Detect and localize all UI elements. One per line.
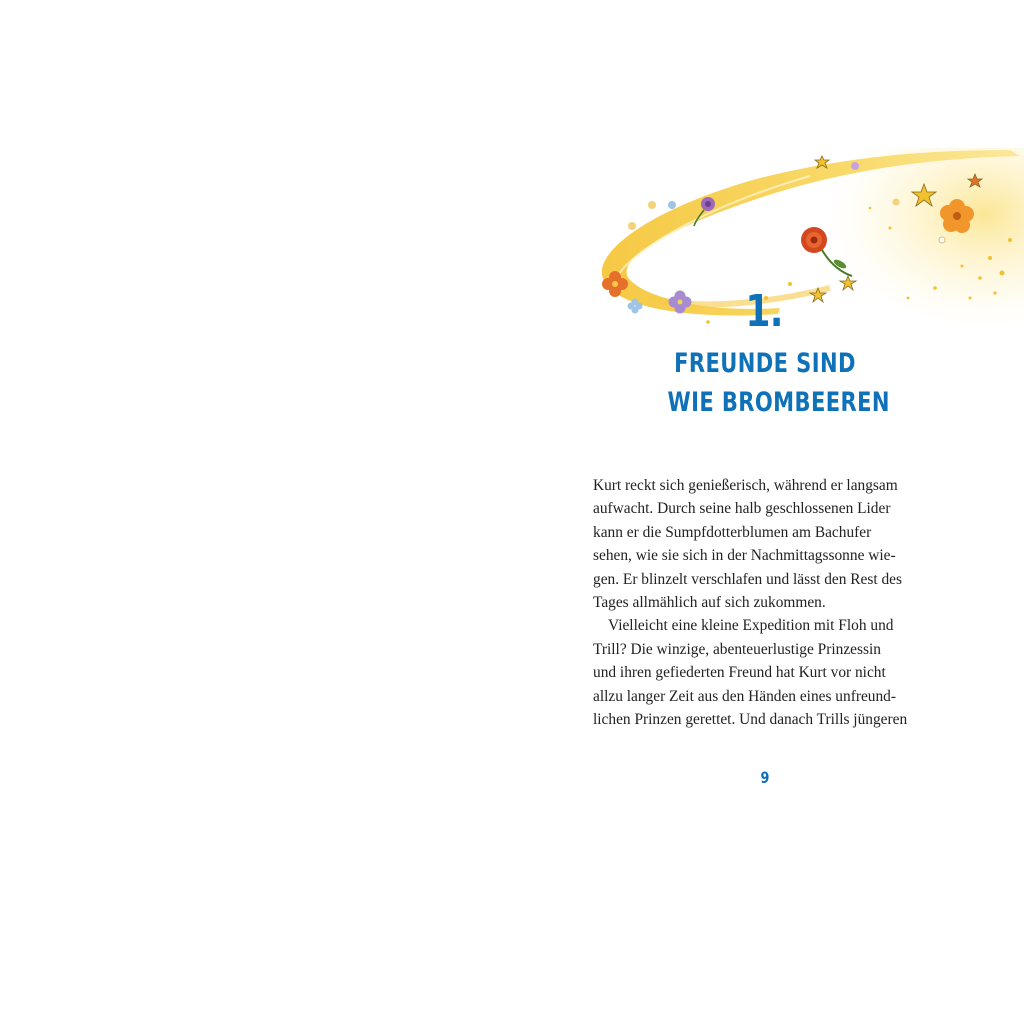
- chapter-title-line-2: WIE BROMBEEREN: [667, 387, 890, 418]
- body-line: aufwacht. Durch seine halb geschlossenen Lider: [593, 500, 891, 518]
- body-line: gen. Er blinzelt verschlafen und lässt den Rest des: [593, 570, 903, 588]
- body-line: sehen, wie sie sich in der Nachmittagssonne wie-: [593, 547, 896, 565]
- body-line-indented: Vielleicht eine kleine Expedition mit Floh und: [608, 617, 894, 635]
- body-line: lichen Prinzen gerettet. Und danach Trills jüngeren: [593, 711, 908, 729]
- chapter-title-line-1: FREUNDE SIND: [674, 348, 856, 379]
- body-line: und ihren gefiederten Freund hat Kurt vor nicht: [593, 664, 886, 682]
- page-number: 9: [760, 768, 770, 787]
- body-line: kann er die Sumpfdotterblumen am Bachufer: [593, 523, 872, 541]
- chapter-title: [640, 344, 890, 422]
- body-line: Tages allmählich auf sich zukommen.: [593, 594, 826, 612]
- body-text: [593, 474, 938, 731]
- body-line: Trill? Die winzige, abenteuerlustige Prinzessin: [593, 640, 881, 658]
- body-line: Kurt reckt sich genießerisch, während er langsam: [593, 477, 898, 494]
- chapter-number-text: 1.: [745, 286, 783, 337]
- body-line: allzu langer Zeit aus den Händen eines unfreund-: [593, 687, 896, 705]
- chapter-number: [0, 286, 1024, 337]
